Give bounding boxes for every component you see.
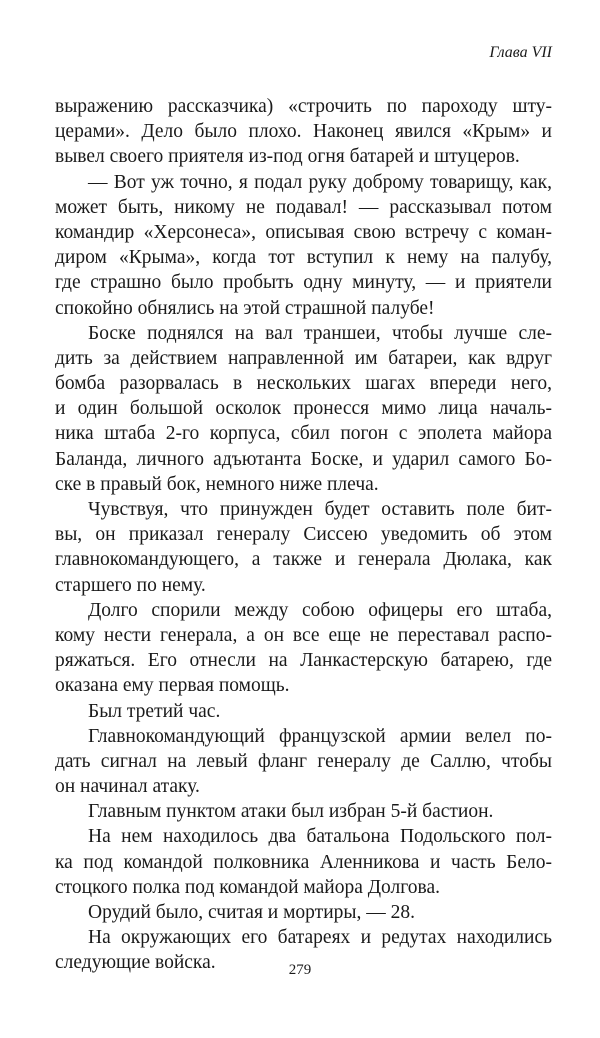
text-line: главнокомандующего, а также и генерала Дюлака, как [55, 549, 552, 571]
text-line: спокойно обнялись на этой страшной палубе! [55, 297, 435, 319]
text-line: кому нести генерала, а он все еще не переставал распо- [55, 624, 552, 646]
text-line: ске в правый бок, немного ниже плеча. [55, 473, 379, 495]
text-line: Главнокомандующий французской армии велел по- [88, 725, 552, 747]
paragraph [55, 497, 552, 598]
text-line: старшего по нему. [55, 574, 206, 596]
paragraph [55, 598, 552, 699]
text-line: ка под командой полковника Аленникова и часть Бело- [55, 851, 552, 873]
text-line: ряжаться. Его отнесли на Ланкастерскую батарею, где [55, 650, 552, 672]
paragraph [55, 94, 552, 170]
text-line: и один большой осколок пронесся мимо лица началь- [55, 398, 552, 420]
text-line: дить за действием направленной им батареи, как вдруг [55, 347, 552, 369]
text-line: На нем находилось два батальона Подольского пол- [88, 826, 552, 848]
text-line: Был третий час. [88, 700, 221, 722]
paragraph [55, 799, 552, 824]
text-line: Главным пунктом атаки был избран 5-й бастион. [88, 801, 494, 823]
text-line: командир «Херсонеса», описывая свою встречу с коман- [55, 221, 552, 243]
text-line: стоцкого полка под командой майора Долгова. [55, 876, 441, 898]
paragraph [55, 724, 552, 800]
text-line: вывел своего приятеля из-под огня батарей и штуцеров. [55, 146, 520, 168]
text-line: церами». Дело было плохо. Наконец явился «Крым» и [55, 121, 552, 143]
text-line: Орудий было, считая и мортиры, — 28. [88, 902, 415, 923]
text-line: Баланда, личного адъютанта Боске, и ударил самого Бо- [55, 448, 552, 470]
text-line: На окружающих его батареях и редутах находились [88, 927, 552, 949]
text-line: выражению рассказчика) «строчить по пароходу шту- [55, 96, 552, 117]
text-line: — Вот уж точно, я подал руку доброму товарищу, как, [88, 171, 552, 193]
text-line: Долго спорили между собою офицеры его штаба, [88, 599, 552, 621]
text-line: Боске поднялся на вал траншеи, чтобы лучше сле- [88, 322, 552, 344]
paragraph [55, 170, 552, 321]
text-line: диром «Крыма», когда тот вступил к нему на палубу, [55, 247, 552, 269]
page-body [55, 94, 552, 976]
running-header: Глава VII [489, 44, 552, 61]
paragraph [55, 824, 552, 900]
page-number: 279 [288, 962, 312, 978]
text-line: он начинал атаку. [55, 776, 200, 798]
paragraph [55, 321, 552, 497]
text-line: Чувствуя, что принужден будет оставить поле бит- [88, 499, 552, 520]
text-line: бомба разорвалась в нескольких шагах впереди него, [55, 373, 552, 395]
text-line: где страшно было пробыть одну минуту, — и приятели [55, 272, 552, 294]
paragraph [55, 699, 552, 724]
text-line: дать сигнал на левый фланг генералу де Саллю, чтобы [55, 750, 552, 772]
text-line: следующие войска. [55, 952, 216, 974]
text-line: вы, он приказал генералу Сиссею уведомить об этом [55, 524, 552, 546]
text-line: оказана ему первая помощь. [55, 675, 290, 697]
paragraph [55, 900, 552, 925]
text-line: ника штаба 2-го корпуса, сбил погон с эполета майора [55, 423, 552, 445]
text-line: может быть, никому не подавал! — рассказывал потом [55, 196, 552, 218]
